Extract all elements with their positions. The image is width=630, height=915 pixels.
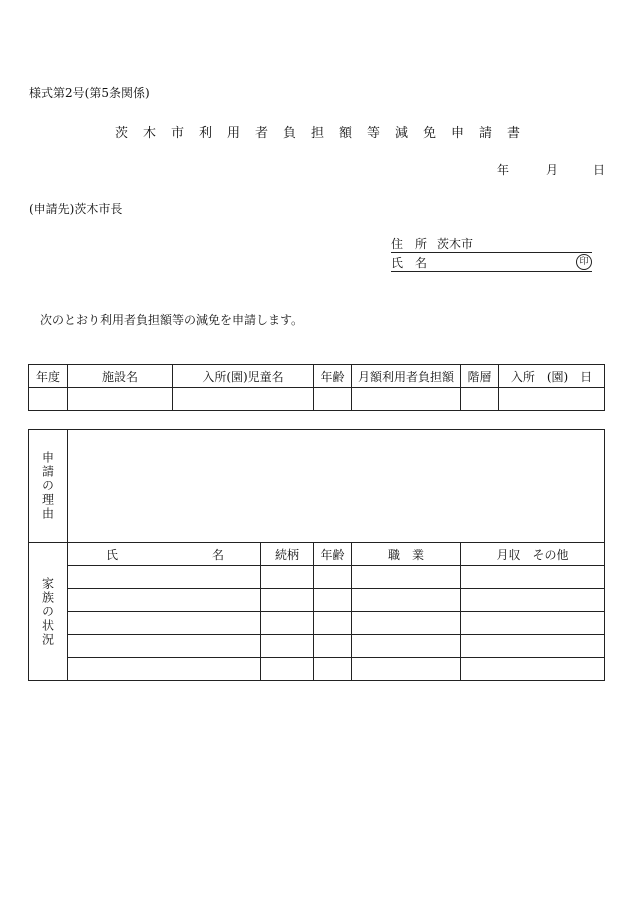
header-family-name [68,543,261,566]
family-income-cell[interactable] [461,635,605,658]
family-occupation-cell[interactable] [352,658,461,681]
family-occupation-cell[interactable] [352,566,461,589]
header-age: 年齢 [314,365,352,388]
header-family-name-given: 名 [212,548,225,562]
seal-mark: 印 [576,254,592,270]
header-relation: 続柄 [261,543,314,566]
family-row [29,635,605,658]
header-child-name: 入所(園)児童名 [173,365,314,388]
family-label-cell [29,543,68,681]
cell-admission-date[interactable] [499,388,605,411]
header-family-name-surname: 氏 [106,548,119,562]
family-income-cell[interactable] [461,612,605,635]
reason-row [29,430,605,543]
address-line [391,235,592,253]
family-income-cell[interactable] [461,658,605,681]
family-age-cell[interactable] [314,658,352,681]
family-name-cell[interactable] [68,658,261,681]
cell-facility-name[interactable] [68,388,173,411]
cell-age[interactable] [314,388,352,411]
facility-table [28,364,605,411]
family-row [29,658,605,681]
cell-year[interactable] [29,388,68,411]
cell-tier[interactable] [461,388,499,411]
date-day-label: 日 [593,163,606,177]
family-row [29,589,605,612]
header-monthly-fee: 月額利用者負担額 [352,365,461,388]
family-label: 家族の状況 [40,576,55,647]
family-relation-cell[interactable] [261,589,314,612]
facility-header-row [29,365,605,388]
header-occupation: 職 業 [352,543,461,566]
family-name-cell[interactable] [68,612,261,635]
intro-text: 次のとおり利用者負担額等の減免を申請します。 [40,313,304,327]
family-age-cell[interactable] [314,566,352,589]
header-year: 年度 [29,365,68,388]
header-facility-name: 施設名 [68,365,173,388]
family-age-cell[interactable] [314,589,352,612]
family-occupation-cell[interactable] [352,589,461,612]
family-age-cell[interactable] [314,635,352,658]
addressee: (申請先)茨木市長 [29,202,123,216]
address-label: 住 所 [391,237,428,251]
reason-input-area[interactable] [68,430,605,543]
family-relation-cell[interactable] [261,566,314,589]
family-name-cell[interactable] [68,566,261,589]
cell-child-name[interactable] [173,388,314,411]
family-occupation-cell[interactable] [352,635,461,658]
header-admission-date: 入所 (園) 日 [499,365,605,388]
family-income-cell[interactable] [461,566,605,589]
reason-label: 申請の理由 [40,451,55,521]
family-name-cell[interactable] [68,635,261,658]
family-age-cell[interactable] [314,612,352,635]
family-header-row [29,543,605,566]
facility-entry-row [29,388,605,411]
family-row [29,566,605,589]
name-line [391,254,592,272]
family-income-cell[interactable] [461,589,605,612]
date-year-label: 年 [497,163,510,177]
reason-label-cell [29,430,68,543]
family-name-cell[interactable] [68,589,261,612]
cell-monthly-fee[interactable] [352,388,461,411]
family-relation-cell[interactable] [261,612,314,635]
header-income: 月収 その他 [461,543,605,566]
address-value: 茨木市 [437,237,474,251]
date-month-label: 月 [546,163,559,177]
header-tier: 階層 [461,365,499,388]
header-family-age: 年齢 [314,543,352,566]
family-relation-cell[interactable] [261,635,314,658]
name-label: 氏 名 [391,256,428,270]
form-number: 様式第2号(第5条関係) [29,86,150,100]
family-occupation-cell[interactable] [352,612,461,635]
family-relation-cell[interactable] [261,658,314,681]
reason-family-table [28,429,605,681]
family-row [29,612,605,635]
document-title: 茨木市利用者負担額等減免申請書 [114,126,535,141]
